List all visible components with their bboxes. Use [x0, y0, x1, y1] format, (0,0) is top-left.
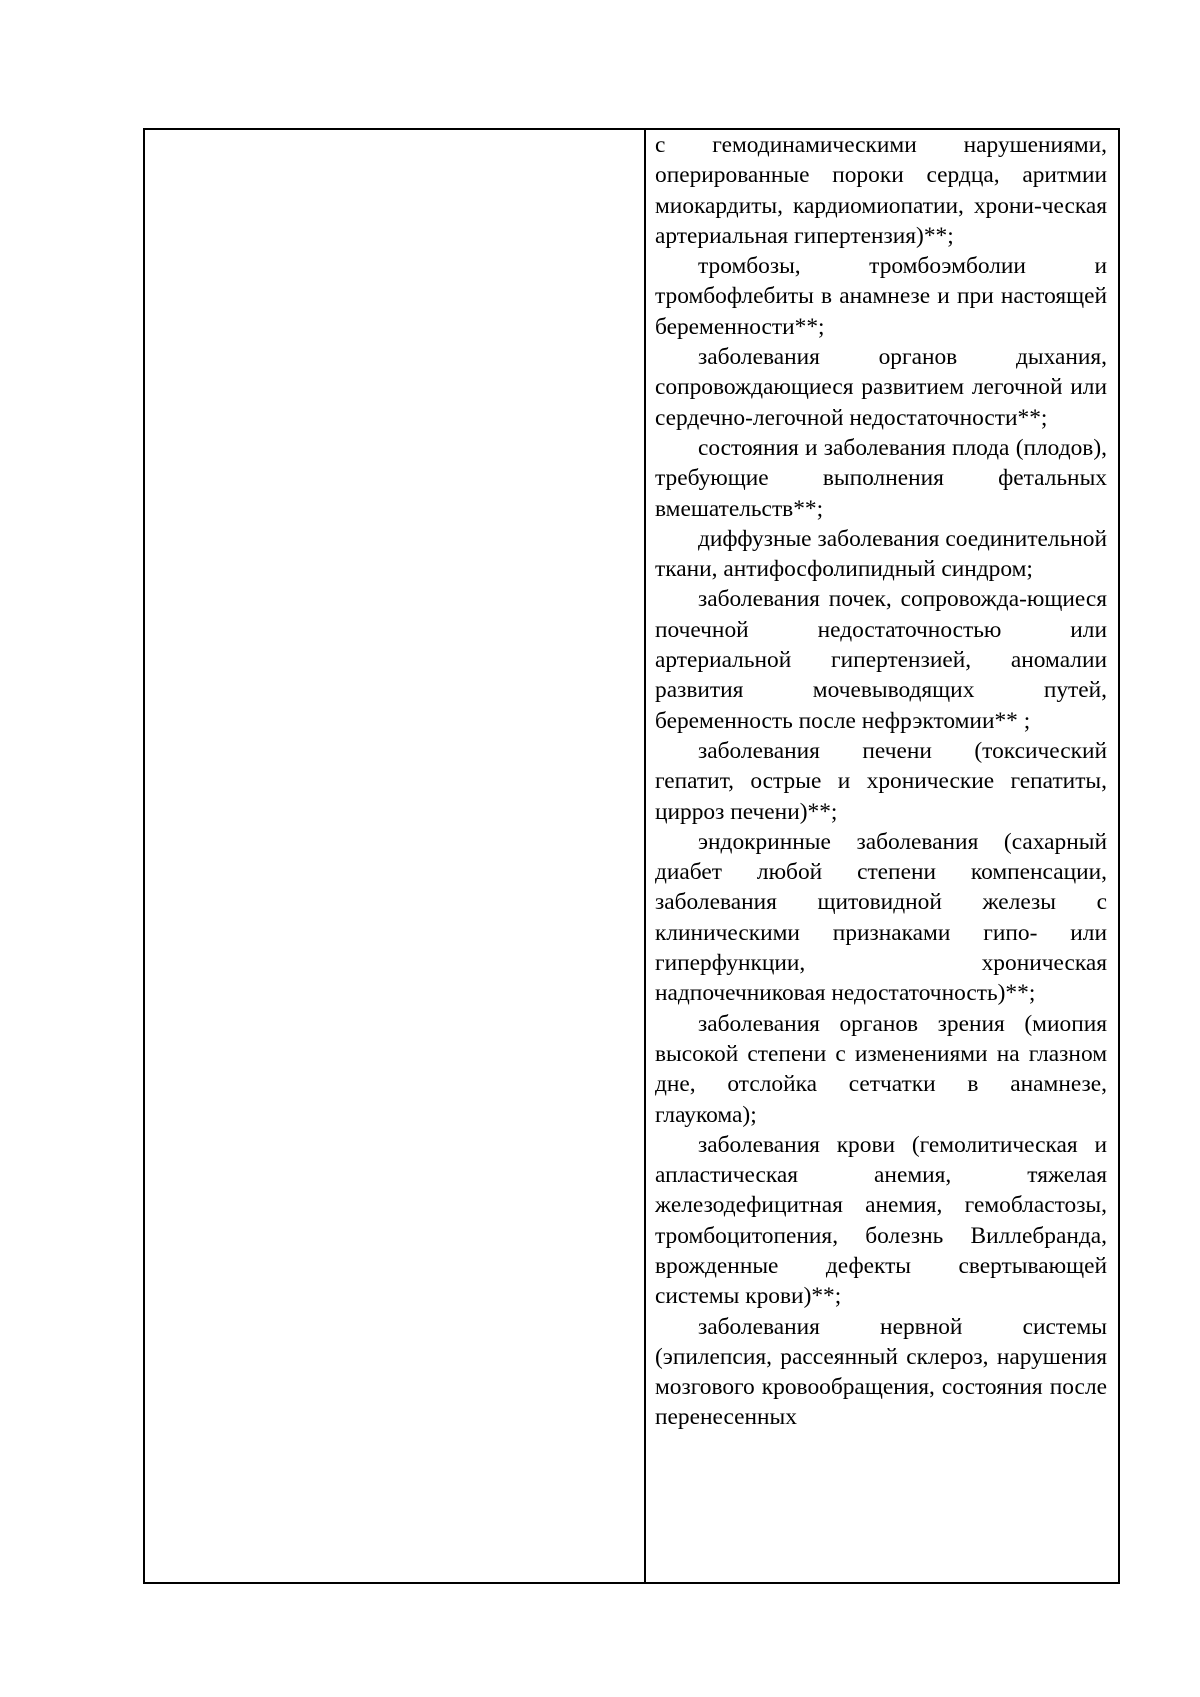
paragraph-thrombosis: тромбозы, тромбоэмболии и тромбофлебиты в анамнезе и при настоящей беременности**; [655, 253, 1107, 340]
paragraph-endocrine: эндокринные заболевания (сахарный диабет любой степени компенсации, заболевания щитовидной железы с клиническими признаками гипо- или гиперфункции, хроническая надпочечниковая недостаточность)**; [655, 828, 1107, 1007]
paragraph-connective-tissue: диффузные заболевания соединительной ткани, антифосфолипидный синдром; [655, 525, 1107, 583]
paragraph-fetal: состояния и заболевания плода (плодов), требующие выполнения фетальных вмешательств**; [655, 434, 1107, 522]
paragraph-kidney: заболевания почек, сопровожда-ющиеся почечной недостаточностью или артериальной гипертензией, аномалии развития мочевыводящих путей, беременность после нефрэктомии** ; [655, 586, 1107, 734]
table-cell-left [145, 130, 646, 1582]
table-cell-right [646, 130, 1118, 1582]
paragraph-nervous: заболевания нервной системы (эпилепсия, рассеянный склероз, нарушения мозгового кровообращения, состояния после перенесенных [655, 1313, 1107, 1431]
paragraph-continuation: с гемодинамическими нарушениями, оперированные пороки сердца, аритмии миокардиты, кардиомиопатии, хрони-ческая артериальная гипертензия)**; [655, 132, 1107, 249]
document-table [143, 128, 1120, 1584]
paragraph-respiratory: заболевания органов дыхания, сопровождающиеся развитием легочной или сердечно-легочной недостаточности**; [655, 344, 1107, 431]
paragraph-vision: заболевания органов зрения (миопия высокой степени с изменениями на глазном дне, отслойка сетчатки в анамнезе, глаукома); [655, 1010, 1107, 1128]
paragraph-liver: заболевания печени (токсический гепатит, острые и хронические гепатиты, цирроз печени)**; [655, 737, 1107, 825]
paragraph-blood: заболевания крови (гемолитическая и апластическая анемия, тяжелая железодефицитная анемия, гемобластозы, тромбоцитопения, болезнь Виллебранда, врожденные дефекты свертывающей системы крови)**; [655, 1131, 1107, 1310]
